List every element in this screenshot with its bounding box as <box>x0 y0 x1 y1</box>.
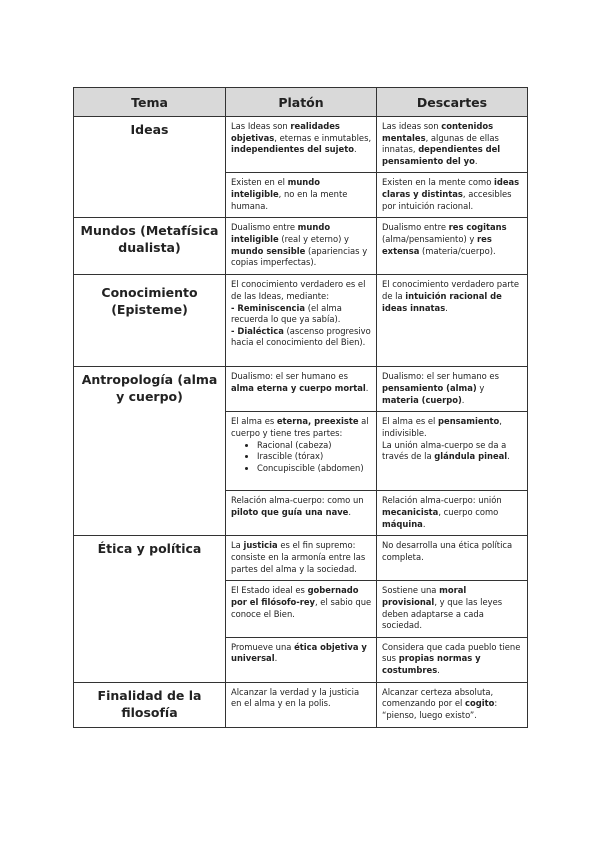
descartes-etica-2: Sostiene una moral provisional, y que las leyes deben adaptarse a cada sociedad. <box>377 581 528 637</box>
list-item: • Irascible (tórax) <box>257 451 372 463</box>
platon-ideas-2: Existen en el mundo inteligible, no en la mente humana. <box>226 173 377 218</box>
descartes-ideas-2: Existen en la mente como ideas claras y distintas, accesibles por intuición racional. <box>377 173 528 218</box>
platon-mundos: Dualismo entre mundo inteligible (real y eterno) y mundo sensible (apariencias y copias imperfectas). <box>226 218 377 275</box>
descartes-antropologia-2: El alma es el pensamiento, indivisible. La unión alma-cuerpo se da a través de la glándula pineal. <box>377 412 528 491</box>
table-row <box>74 367 528 412</box>
descartes-conocimiento: El conocimiento verdadero parte de la intuición racional de ideas innatas. <box>377 275 528 367</box>
platon-etica-2: El Estado ideal es gobernado por el filósofo-rey, el sabio que conoce el Bien. <box>226 581 377 637</box>
descartes-ideas-1: Las ideas son contenidos mentales, algunas de ellas innatas, dependientes del pensamiento del yo. <box>377 117 528 173</box>
descartes-antropologia-3: Relación alma-cuerpo: unión mecanicista, cuerpo como máquina. <box>377 491 528 536</box>
soul-parts-list <box>231 440 372 475</box>
platon-antropologia-3: Relación alma-cuerpo: como un piloto que guía una nave. <box>226 491 377 536</box>
platon-antropologia-1: Dualismo: el ser humano es alma eterna y cuerpo mortal. <box>226 367 377 412</box>
topic-mundos: Mundos (Metafísica dualista) <box>74 218 226 275</box>
table-row <box>74 275 528 367</box>
platon-antropologia-2: El alma es eterna, preexiste al cuerpo y tiene tres partes: • Racional (cabeza) • Irascible (tórax) • Concupiscible (abdomen) <box>226 412 377 491</box>
descartes-finalidad: Alcanzar certeza absoluta, comenzando por el cogito: “pienso, luego existo”. <box>377 682 528 727</box>
platon-ideas-1: Las Ideas son realidades objetivas, eternas e inmutables, independientes del sujeto. <box>226 117 377 173</box>
header-platon: Platón <box>226 88 377 117</box>
table-row <box>74 117 528 173</box>
descartes-etica-1: No desarrolla una ética política completa. <box>377 536 528 581</box>
descartes-antropologia-1: Dualismo: el ser humano es pensamiento (alma) y materia (cuerpo). <box>377 367 528 412</box>
comparison-table <box>73 87 528 728</box>
topic-antropologia: Antropología (alma y cuerpo) <box>74 367 226 536</box>
table-row <box>74 536 528 581</box>
topic-finalidad: Finalidad de la filosofía <box>74 682 226 727</box>
header-descartes: Descartes <box>377 88 528 117</box>
descartes-mundos: Dualismo entre res cogitans (alma/pensamiento) y res extensa (materia/cuerpo). <box>377 218 528 275</box>
platon-conocimiento: El conocimiento verdadero es el de las Ideas, mediante: - Reminiscencia (el alma recuerda lo que ya sabía). - Dialéctica (ascenso progresivo hacia el conocimiento del Bien). <box>226 275 377 367</box>
header-tema: Tema <box>74 88 226 117</box>
platon-etica-3: Promueve una ética objetiva y universal. <box>226 637 377 682</box>
descartes-etica-3: Considera que cada pueblo tiene sus propias normas y costumbres. <box>377 637 528 682</box>
table-row <box>74 682 528 727</box>
list-item: • Racional (cabeza) <box>257 440 372 452</box>
platon-etica-1: La justicia es el fin supremo: consiste en la armonía entre las partes del alma y la sociedad. <box>226 536 377 581</box>
topic-etica: Ética y política <box>74 536 226 682</box>
header-row <box>74 88 528 117</box>
list-item: • Concupiscible (abdomen) <box>257 463 372 475</box>
platon-finalidad: Alcanzar la verdad y la justicia en el alma y en la polis. <box>226 682 377 727</box>
table-row <box>74 218 528 275</box>
topic-conocimiento: Conocimiento (Episteme) <box>74 275 226 367</box>
topic-ideas: Ideas <box>74 117 226 218</box>
